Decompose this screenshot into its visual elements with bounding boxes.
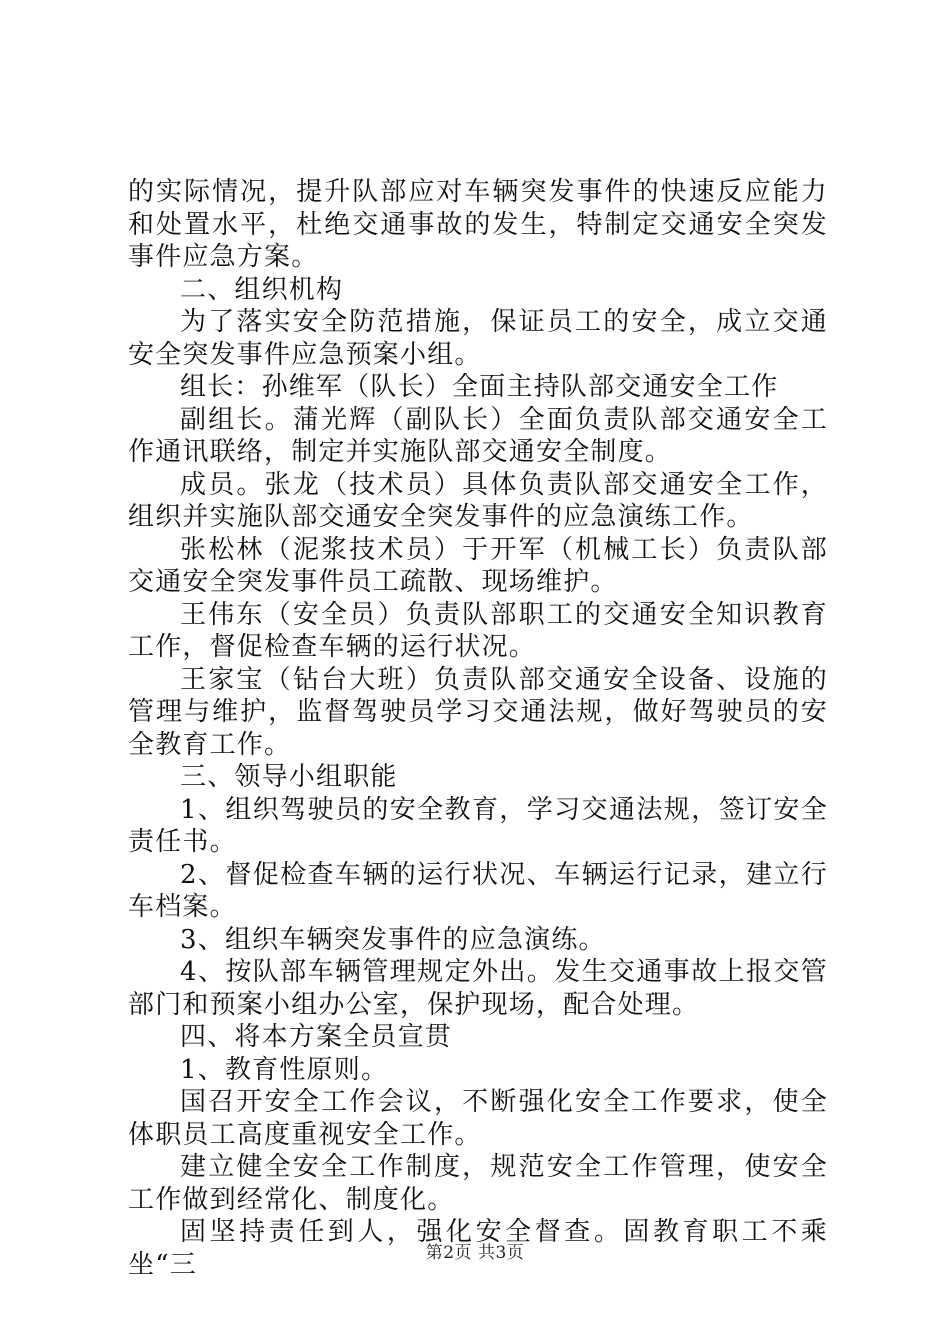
list-item: 1、组织驾驶员的安全教育，学习交通法规，签订安全责任书。 (128, 794, 828, 857)
document-body (128, 176, 828, 1281)
paragraph: 建立健全安全工作制度，规范安全工作管理，使安全工作做到经常化、制度化。 (128, 1152, 828, 1215)
section-heading-publicize: 四、将本方案全员宣贯 (180, 1022, 453, 1052)
paragraph: 张松林（泥浆技术员）于开军（机械工长）负责队部交通安全突发事件员工疏散、现场维护。 (128, 534, 828, 597)
list-item: 4、按队部车辆管理规定外出。发生交通事故上报交管部门和预案小组办公室，保护现场，配合处理。 (128, 957, 828, 1020)
paragraph: 成员。张龙（技术员）具体负责队部交通安全工作，组织并实施队部交通安全突发事件的应急演练工作。 (128, 469, 828, 532)
paragraph: 组长：孙维军（队长）全面主持队部交通安全工作 (180, 372, 779, 402)
paragraph: 王家宝（钻台大班）负责队部交通安全设备、设施的管理与维护，监督驾驶员学习交通法规，做好驾驶员的安全教育工作。 (128, 664, 828, 760)
list-item: 1、教育性原则。 (180, 1054, 389, 1085)
section-heading-organization: 二、组织机构 (180, 274, 344, 305)
list-item: 3、组织车辆突发事件的应急演练。 (180, 924, 606, 955)
paragraph: 为了落实安全防范措施，保证员工的安全，成立交通安全突发事件应急预案小组。 (128, 307, 828, 370)
paragraph: 国召开安全工作会议，不断强化安全工作要求，使全体职员工高度重视安全工作。 (128, 1087, 828, 1150)
paragraph: 固坚持责任到人，强化安全督查。固教育职工不乘坐“三 (128, 1217, 828, 1280)
paragraph: 王伟东（安全员）负责队部职工的交通安全知识教育工作，督促检查车辆的运行状况。 (128, 599, 828, 662)
page-number-footer: 第2页 共3页 (425, 1243, 525, 1263)
list-item: 2、督促检查车辆的运行状况、车辆运行记录，建立行车档案。 (128, 859, 828, 922)
paragraph: 副组长。蒲光辉（副队长）全面负责队部交通安全工作通讯联络，制定并实施队部交通安全制度。 (128, 404, 828, 467)
paragraph-continuation: 的实际情况，提升队部应对车辆突发事件的快速反应能力和处置水平，杜绝交通事故的发生，特制定交通安全突发事件应急方案。 (128, 177, 828, 272)
section-heading-functions: 三、领导小组职能 (180, 762, 398, 792)
